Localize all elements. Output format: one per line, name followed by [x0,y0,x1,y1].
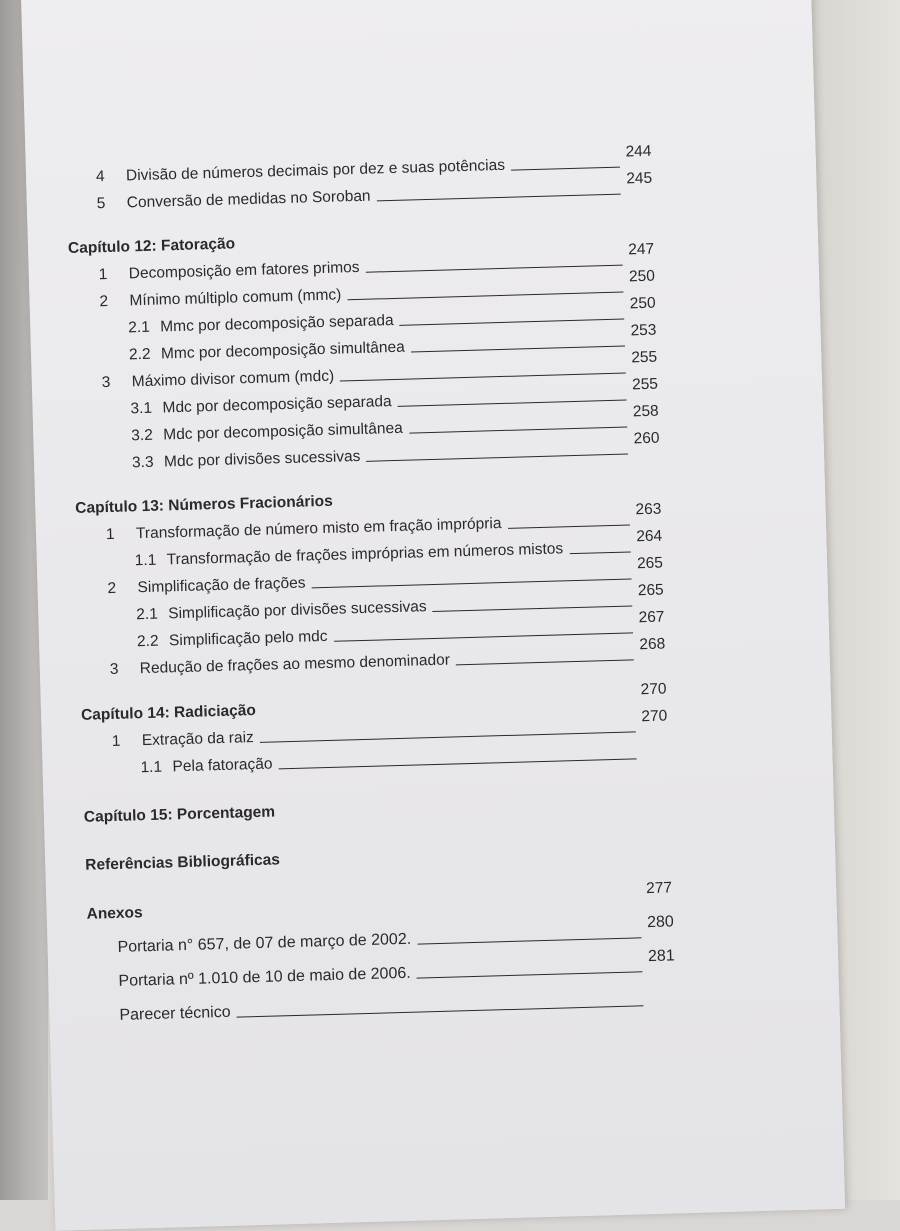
entry-title: Mínimo múltiplo comum (mmc) [129,286,342,310]
entry-page: 277 [645,879,673,898]
entry-page: 265 [637,581,664,600]
entry-page: 270 [641,707,668,726]
entry-page: 244 [625,142,652,161]
dot-leader [237,1004,644,1017]
entry-title: Simplificação por divisões sucessivas [168,598,427,623]
dot-leader [511,166,620,171]
entry-number: 2.1 [136,605,159,624]
entry-number: 1 [98,265,108,284]
entry-title: Mdc por divisões sucessivas [163,447,361,471]
entry-page: 281 [647,947,675,966]
entry-page: 247 [628,240,655,259]
entry-number: 5 [96,194,106,213]
entry-title: Decomposição em fatores primos [128,258,360,283]
entry-page: 267 [638,608,665,627]
entry-page: 264 [636,527,663,546]
entry-number: 1 [111,732,121,751]
entry-title: Mmc por decomposição separada [160,311,394,336]
entry-title: Pela fatoração [172,755,273,776]
entry-title: Máximo divisor comum (mdc) [131,367,335,391]
entry-page: 260 [633,429,660,448]
entry-title: Mdc por decomposição separada [162,393,392,417]
book-page [21,0,845,1231]
entry-page: 268 [639,635,666,654]
entry-title: Conversão de medidas no Soroban [126,187,371,212]
chapter-heading: Capítulo 15: Porcentagem [83,803,276,826]
chapter-heading: Capítulo 12: Fatoração [67,235,236,258]
dot-leader [456,658,634,665]
entry-number: 3.3 [131,453,154,472]
entry-page: 255 [631,348,658,367]
entry-number: 2 [107,579,117,598]
entry-number: 2.2 [136,632,159,651]
entry-page: 265 [636,554,664,573]
entry-number: 3 [101,373,111,392]
entry-number: 2.1 [128,318,151,337]
entry-number: 1.1 [134,551,157,570]
entry-title: Portaria nº 1.010 de 10 de maio de 2006. [118,964,411,990]
entry-title: Extração da raiz [141,729,255,750]
entry-number: 3 [109,660,119,679]
entry-number: 3.1 [130,399,153,418]
entry-title: Parecer técnico [119,1003,231,1024]
entry-number: 1.1 [140,758,163,777]
entry-title: Mmc por decomposição simultânea [160,338,405,363]
entry-title: Portaria n° 657, de 07 de março de 2002. [117,930,412,956]
entry-title: Mdc por decomposição simultânea [163,419,403,444]
entry-page: 245 [626,169,653,188]
dot-leader [366,452,628,461]
entry-number: 2 [99,292,109,311]
entry-number: 4 [95,168,105,186]
entry-page: 255 [631,375,659,394]
table-of-contents [66,143,690,1025]
entry-page: 250 [628,267,656,286]
chapter-heading: Referências Bibliográficas [85,851,281,874]
entry-number: 3.2 [131,426,154,445]
entry-page: 253 [630,321,657,340]
chapter-heading: Capítulo 14: Radiciação [80,701,257,724]
entry-number: 1 [105,525,115,544]
entry-page: 258 [632,402,659,421]
entry-title: Simplificação de frações [137,574,306,597]
entry-title: Divisão de números decimais por dez e suas potências [125,156,506,185]
chapter-heading: Anexos [86,904,143,923]
entry-page: 263 [635,500,662,519]
dot-leader [377,193,621,202]
chapter-heading: Capítulo 13: Números Fracionários [75,492,333,517]
entry-page: 250 [629,294,656,313]
dot-leader [569,550,630,554]
entry-title: Transformação de frações impróprias em números mistos [166,540,564,569]
dot-leader [279,757,637,769]
entry-title: Transformação de número misto em fração imprópria [135,515,502,543]
dot-leader [508,523,630,528]
entry-number: 2.2 [128,345,151,364]
entry-title: Simplificação pelo mdc [168,627,328,650]
entry-page: 280 [646,913,675,932]
entry-title: Redução de frações ao mesmo denominador [139,651,451,678]
entry-page [649,999,689,1000]
entry-page: 270 [640,680,667,699]
entry-page [642,752,682,753]
